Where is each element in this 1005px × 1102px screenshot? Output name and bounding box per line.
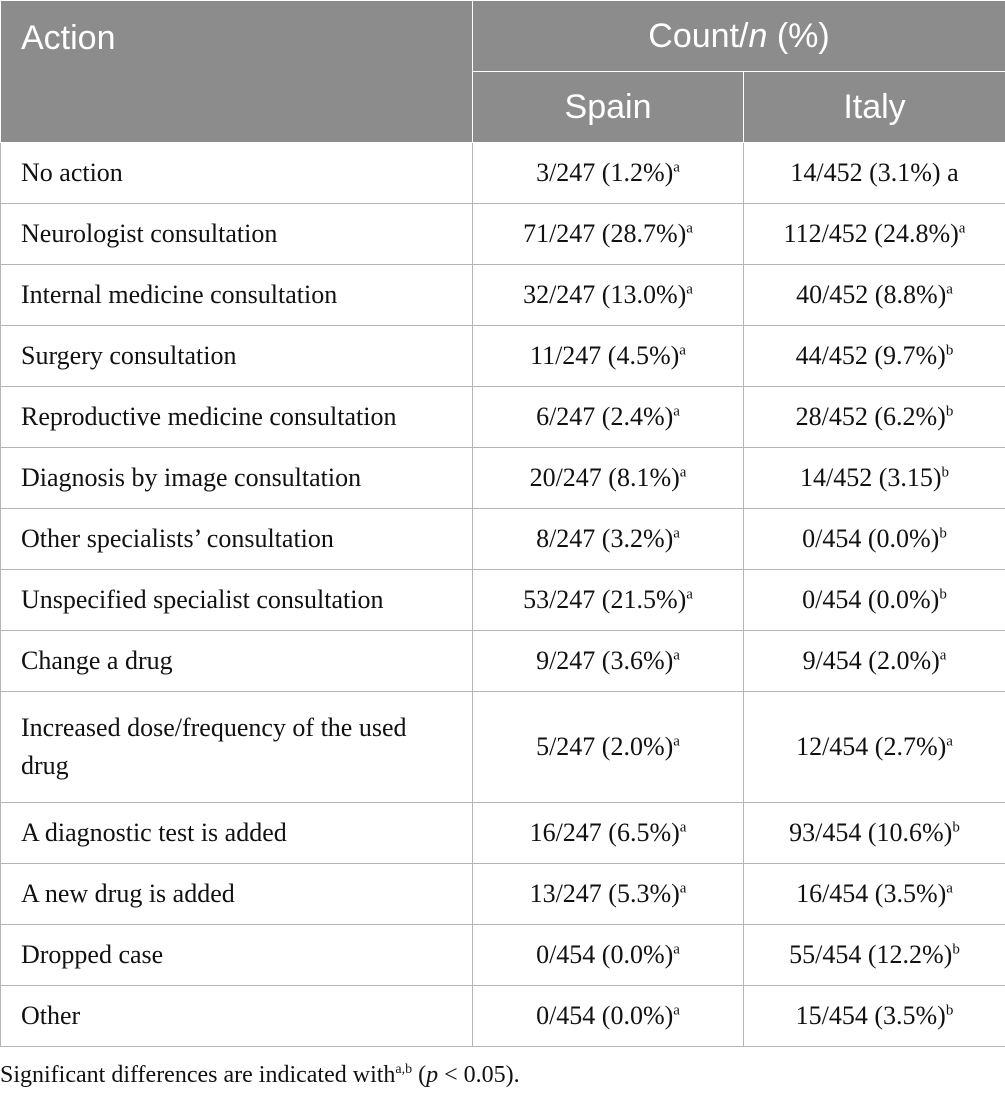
table-row [1,986,1005,1047]
italy-value: 0/454 (0.0%) [802,585,940,614]
count-header-prefix: Count/ [648,16,749,55]
footnote-text: Significant differences are indicated with [0,1062,396,1088]
table-row [1,448,1005,509]
italy-significance-mark: a [946,281,953,298]
italy-cell [744,326,1005,387]
footnote-paren-open: ( [412,1062,427,1088]
table-row [1,387,1005,448]
action-label: Surgery consultation [21,341,237,370]
italy-significance-mark: b [941,464,950,481]
action-label: Change a drug [21,646,173,675]
italy-significance-mark: b [952,819,960,836]
spain-cell [473,570,744,631]
italy-value: 0/454 (0.0%) [802,524,940,553]
italy-significance-mark: a [946,733,953,750]
italy-cell [744,803,1005,864]
table-row [1,509,1005,570]
action-column-header [1,1,473,143]
italy-value: 14/452 (3.1%) a [790,158,959,187]
action-cell [1,864,473,925]
spain-value: 0/454 (0.0%) [536,1001,674,1030]
table-row [1,692,1005,803]
spain-value: 3/247 (1.2%) [536,158,674,187]
action-cell [1,631,473,692]
count-header-suffix: (%) [767,16,830,55]
italy-cell [744,864,1005,925]
spain-significance-mark: a [679,880,687,897]
spain-cell [473,986,744,1047]
spain-significance-mark: a [686,281,693,298]
spain-significance-mark: a [673,941,680,958]
spain-cell [473,204,744,265]
spain-value: 71/247 (28.7%) [523,219,687,248]
action-cell [1,509,473,570]
spain-value: 5/247 (2.0%) [536,732,674,761]
action-label: Diagnosis by image consultation [21,463,362,492]
spain-cell [473,265,744,326]
italy-value: 15/454 (3.5%) [795,1001,946,1030]
action-header-label: Action [21,19,116,57]
spain-cell [473,509,744,570]
italy-cell [744,509,1005,570]
spain-value: 32/247 (13.0%) [523,280,687,309]
italy-cell [744,692,1005,803]
italy-cell [744,143,1005,204]
action-cell [1,803,473,864]
table-row [1,803,1005,864]
italy-significance-mark: a [958,220,966,237]
spain-significance-mark: a [679,464,687,481]
spain-value: 9/247 (3.6%) [536,646,674,675]
spain-value: 53/247 (21.5%) [523,585,687,614]
italy-significance-mark: a [939,647,947,664]
italy-cell [744,631,1005,692]
italy-column-header [744,72,1005,143]
italy-value: 44/452 (9.7%) [795,341,946,370]
italy-cell [744,204,1005,265]
italy-cell [744,265,1005,326]
table-row [1,143,1005,204]
spain-cell [473,387,744,448]
spain-column-header [473,72,744,143]
spain-cell [473,326,744,387]
header-row [1,1,1005,72]
spain-value: 8/247 (3.2%) [536,524,674,553]
spain-cell [473,803,744,864]
spain-value: 16/247 (6.5%) [529,818,680,847]
spain-cell [473,448,744,509]
spain-cell [473,864,744,925]
action-cell [1,925,473,986]
table-row [1,265,1005,326]
action-cell [1,204,473,265]
spain-value: 11/247 (4.5%) [530,341,680,370]
action-label: Other [21,1001,81,1030]
action-label: Reproductive medicine consultation [21,402,397,431]
table-row [1,204,1005,265]
action-cell [1,570,473,631]
spain-significance-mark: a [673,647,680,664]
spain-cell [473,692,744,803]
action-label: A new drug is added [21,879,235,908]
spain-significance-mark: a [686,220,693,237]
italy-significance-mark: b [945,1002,954,1019]
action-cell [1,692,473,803]
action-label: Other specialists’ consultation [21,524,334,553]
italy-significance-mark: b [945,342,954,359]
spain-value: 0/454 (0.0%) [536,940,674,969]
table-row [1,925,1005,986]
action-cell [1,143,473,204]
count-header-n: n [748,16,768,55]
table-row [1,864,1005,925]
action-label: Dropped case [21,940,164,969]
spain-header-label: Spain [564,87,652,126]
italy-value: 40/452 (8.8%) [796,280,947,309]
spain-value: 20/247 (8.1%) [529,463,680,492]
action-label: A diagnostic test is added [21,818,287,847]
action-cell [1,265,473,326]
table-footnote [0,1062,520,1089]
table-body [1,143,1005,1047]
italy-value: 14/452 (3.15) [799,463,942,492]
italy-significance-mark: b [939,525,947,542]
italy-cell [744,925,1005,986]
spain-cell [473,143,744,204]
action-cell [1,326,473,387]
spain-significance-mark: a [673,733,680,750]
italy-significance-mark: b [939,586,947,603]
spain-significance-mark: a [686,586,693,603]
action-cell [1,986,473,1047]
spain-significance-mark: a [679,819,687,836]
spain-significance-mark: a [673,159,680,176]
spain-significance-mark: a [673,1002,680,1019]
table-row [1,326,1005,387]
table-row [1,570,1005,631]
spain-significance-mark: a [679,342,686,359]
spain-cell [473,925,744,986]
action-label: Unspecified specialist consultation [21,585,384,614]
italy-cell [744,570,1005,631]
spain-value: 13/247 (5.3%) [529,879,680,908]
italy-cell [744,387,1005,448]
action-label: No action [21,158,123,187]
italy-significance-mark: b [952,941,960,958]
footnote-p: p [426,1062,439,1088]
action-label: Neurologist consultation [21,219,278,248]
italy-value: 28/452 (6.2%) [795,402,946,431]
italy-value: 12/454 (2.7%) [796,732,947,761]
italy-header-label: Italy [843,87,906,126]
action-label: Internal medicine consultation [21,280,338,309]
footnote-threshold: < 0.05). [438,1062,520,1088]
italy-significance-mark: a [946,880,953,897]
action-cell [1,448,473,509]
italy-cell [744,448,1005,509]
table-row [1,631,1005,692]
spain-significance-mark: a [673,525,680,542]
count-column-header [473,1,1005,72]
italy-significance-mark: b [945,403,954,420]
italy-value: 16/454 (3.5%) [796,879,947,908]
italy-value: 93/454 (10.6%) [789,818,953,847]
italy-cell [744,986,1005,1047]
action-label: Increased dose/frequency of the used drug [21,713,407,780]
italy-value: 9/454 (2.0%) [802,646,940,675]
spain-value: 6/247 (2.4%) [536,402,674,431]
spain-significance-mark: a [673,403,680,420]
action-cell [1,387,473,448]
italy-value: 55/454 (12.2%) [789,940,953,969]
footnote-superscript: a,b [395,1062,413,1077]
italy-value: 112/452 (24.8%) [783,219,959,248]
spain-cell [473,631,744,692]
